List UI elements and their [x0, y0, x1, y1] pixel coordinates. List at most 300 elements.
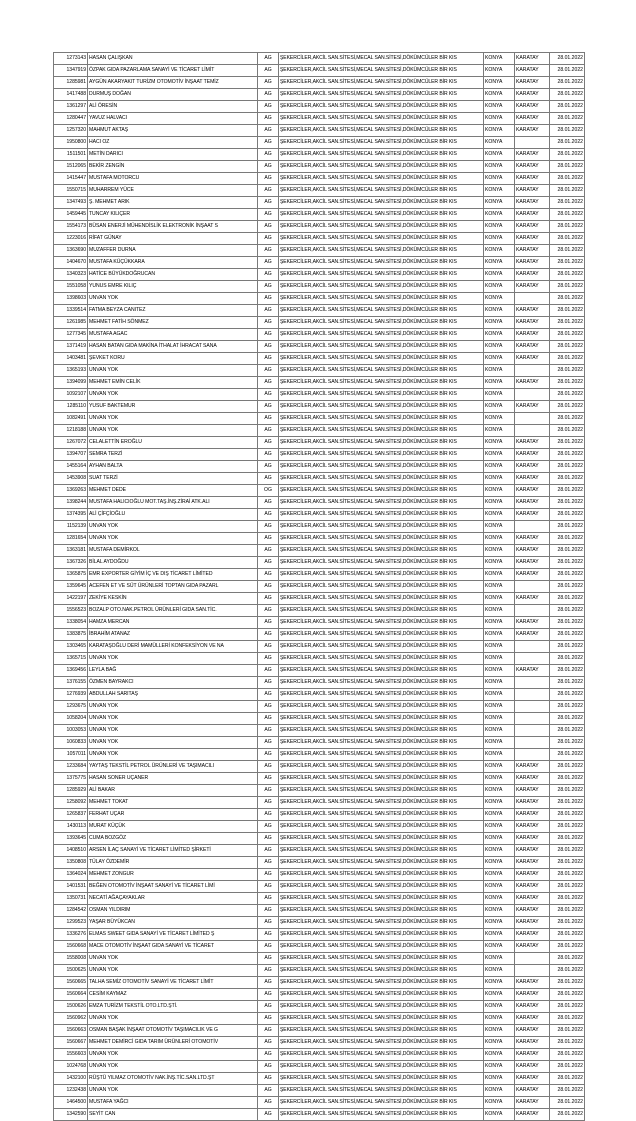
cell-id[interactable]: 1558008: [54, 953, 88, 965]
table-row[interactable]: [54, 149, 585, 161]
cell-date[interactable]: 28.01.2022: [550, 905, 585, 917]
cell-district[interactable]: KARATAY: [515, 317, 550, 329]
cell-type[interactable]: AG: [258, 77, 279, 89]
cell-type[interactable]: AG: [258, 605, 279, 617]
cell-id[interactable]: 1218188: [54, 425, 88, 437]
cell-district[interactable]: KARATAY: [515, 1073, 550, 1085]
cell-id[interactable]: 1277345: [54, 329, 88, 341]
table-row[interactable]: [54, 605, 585, 617]
cell-city[interactable]: KONYA: [484, 245, 515, 257]
table-row[interactable]: [54, 965, 585, 977]
cell-date[interactable]: 28.01.2022: [550, 473, 585, 485]
cell-city[interactable]: KONYA: [484, 425, 515, 437]
cell-address[interactable]: ŞEKERCİLER,AKCİL SAN.SİTESİ,MECAL SAN.SİTESİ,DÖKÜMCÜLER BİR KIS: [279, 605, 484, 617]
cell-name[interactable]: CUMA BOZGÖZ: [88, 833, 258, 845]
cell-name[interactable]: YAVUZ HALVACI: [88, 113, 258, 125]
cell-id[interactable]: 1273143: [54, 53, 88, 65]
cell-district[interactable]: KARATAY: [515, 857, 550, 869]
table-row[interactable]: [54, 1109, 585, 1121]
cell-address[interactable]: ŞEKERCİLER,AKCİL SAN.SİTESİ,MECAL SAN.SİTESİ,DÖKÜMCÜLER BİR KIS: [279, 941, 484, 953]
cell-type[interactable]: AG: [258, 689, 279, 701]
cell-district[interactable]: KARATAY: [515, 785, 550, 797]
cell-date[interactable]: 28.01.2022: [550, 929, 585, 941]
cell-id[interactable]: 1340323: [54, 269, 88, 281]
cell-name[interactable]: HATİCE BÜYÜKDOĞRUCAN: [88, 269, 258, 281]
cell-name[interactable]: UNVAN YOK: [88, 533, 258, 545]
cell-type[interactable]: AG: [258, 1049, 279, 1061]
cell-district[interactable]: KARATAY: [515, 1097, 550, 1109]
cell-type[interactable]: AG: [258, 977, 279, 989]
cell-district[interactable]: KARATAY: [515, 905, 550, 917]
cell-id[interactable]: 1232438: [54, 1085, 88, 1097]
cell-type[interactable]: AG: [258, 161, 279, 173]
cell-type[interactable]: AG: [258, 65, 279, 77]
cell-name[interactable]: AYGÜN AKARYAKIT TURİZM OTOMOTİV İNŞAAT TEMİZ: [88, 77, 258, 89]
cell-city[interactable]: KONYA: [484, 209, 515, 221]
cell-address[interactable]: ŞEKERCİLER,AKCİL SAN.SİTESİ,MECAL SAN.SİTESİ,DÖKÜMCÜLER BİR KIS: [279, 569, 484, 581]
cell-address[interactable]: ŞEKERCİLER,AKCİL SAN.SİTESİ,MECAL SAN.SİTESİ,DÖKÜMCÜLER BİR KIS: [279, 677, 484, 689]
cell-id[interactable]: 1393645: [54, 833, 88, 845]
cell-district[interactable]: KARATAY: [515, 797, 550, 809]
table-row[interactable]: [54, 329, 585, 341]
cell-date[interactable]: 28.01.2022: [550, 785, 585, 797]
cell-address[interactable]: ŞEKERCİLER,AKCİL SAN.SİTESİ,MECAL SAN.SİTESİ,DÖKÜMCÜLER BİR KIS: [279, 713, 484, 725]
cell-district[interactable]: KARATAY: [515, 89, 550, 101]
cell-city[interactable]: KONYA: [484, 437, 515, 449]
cell-district[interactable]: KARATAY: [515, 773, 550, 785]
table-row[interactable]: [54, 857, 585, 869]
cell-type[interactable]: AG: [258, 617, 279, 629]
cell-id[interactable]: 1339514: [54, 305, 88, 317]
cell-type[interactable]: AG: [258, 341, 279, 353]
cell-city[interactable]: KONYA: [484, 401, 515, 413]
cell-city[interactable]: KONYA: [484, 869, 515, 881]
cell-date[interactable]: 28.01.2022: [550, 1001, 585, 1013]
cell-id[interactable]: 1024768: [54, 1061, 88, 1073]
cell-type[interactable]: AG: [258, 245, 279, 257]
cell-date[interactable]: 28.01.2022: [550, 725, 585, 737]
table-row[interactable]: [54, 257, 585, 269]
cell-district[interactable]: KARATAY: [515, 917, 550, 929]
cell-id[interactable]: 1284542: [54, 905, 88, 917]
cell-type[interactable]: AG: [258, 209, 279, 221]
cell-district[interactable]: KARATAY: [515, 881, 550, 893]
cell-type[interactable]: AG: [258, 1085, 279, 1097]
cell-type[interactable]: AG: [258, 1025, 279, 1037]
cell-type[interactable]: AG: [258, 461, 279, 473]
cell-city[interactable]: KONYA: [484, 845, 515, 857]
cell-city[interactable]: KONYA: [484, 797, 515, 809]
table-row[interactable]: [54, 785, 585, 797]
cell-type[interactable]: AG: [258, 1001, 279, 1013]
cell-address[interactable]: ŞEKERCİLER,AKCİL SAN.SİTESİ,MECAL SAN.SİTESİ,DÖKÜMCÜLER BİR KIS: [279, 893, 484, 905]
table-row[interactable]: [54, 821, 585, 833]
table-row[interactable]: [54, 461, 585, 473]
table-row[interactable]: [54, 905, 585, 917]
cell-district[interactable]: KARATAY: [515, 1085, 550, 1097]
cell-city[interactable]: KONYA: [484, 137, 515, 149]
cell-name[interactable]: ARSEN İLAÇ SANAYİ VE TİCARET LİMİTED ŞİRKETİ: [88, 845, 258, 857]
cell-district[interactable]: KARATAY: [515, 53, 550, 65]
cell-name[interactable]: YUNUS EMRE KILIÇ: [88, 281, 258, 293]
cell-date[interactable]: 28.01.2022: [550, 365, 585, 377]
cell-district[interactable]: KARATAY: [515, 161, 550, 173]
cell-date[interactable]: 28.01.2022: [550, 653, 585, 665]
table-row[interactable]: [54, 221, 585, 233]
cell-date[interactable]: 28.01.2022: [550, 989, 585, 1001]
cell-name[interactable]: SUAT TERZİ: [88, 473, 258, 485]
cell-district[interactable]: KARATAY: [515, 1001, 550, 1013]
cell-name[interactable]: UNVAN YOK: [88, 1049, 258, 1061]
cell-city[interactable]: KONYA: [484, 893, 515, 905]
cell-type[interactable]: AG: [258, 593, 279, 605]
table-row[interactable]: [54, 845, 585, 857]
cell-date[interactable]: 28.01.2022: [550, 1037, 585, 1049]
table-row[interactable]: [54, 1061, 585, 1073]
cell-name[interactable]: HASAN BATAN GIDA MAKİNA İTHALAT İHRACAT SANA: [88, 341, 258, 353]
cell-city[interactable]: KONYA: [484, 629, 515, 641]
cell-date[interactable]: 28.01.2022: [550, 77, 585, 89]
cell-id[interactable]: 1365875: [54, 569, 88, 581]
cell-city[interactable]: KONYA: [484, 53, 515, 65]
cell-address[interactable]: ŞEKERCİLER,AKCİL SAN.SİTESİ,MECAL SAN.SİTESİ,DÖKÜMCÜLER BİR KIS: [279, 845, 484, 857]
cell-address[interactable]: ŞEKERCİLER,AKCİL SAN.SİTESİ,MECAL SAN.SİTESİ,DÖKÜMCÜLER BİR KIS: [279, 461, 484, 473]
cell-city[interactable]: KONYA: [484, 293, 515, 305]
cell-address[interactable]: ŞEKERCİLER,AKCİL SAN.SİTESİ,MECAL SAN.SİTESİ,DÖKÜMCÜLER BİR KIS: [279, 1109, 484, 1121]
cell-name[interactable]: TALHA SEMİZ OTOMOTİV SANAYİ VE TİCARET LİMİT: [88, 977, 258, 989]
cell-type[interactable]: AG: [258, 185, 279, 197]
table-row[interactable]: [54, 473, 585, 485]
cell-district[interactable]: KARATAY: [515, 869, 550, 881]
cell-type[interactable]: AG: [258, 629, 279, 641]
cell-type[interactable]: AG: [258, 749, 279, 761]
cell-address[interactable]: ŞEKERCİLER,AKCİL SAN.SİTESİ,MECAL SAN.SİTESİ,DÖKÜMCÜLER BİR KIS: [279, 401, 484, 413]
cell-date[interactable]: 28.01.2022: [550, 149, 585, 161]
cell-address[interactable]: ŞEKERCİLER,AKCİL SAN.SİTESİ,MECAL SAN.SİTESİ,DÖKÜMCÜLER BİR KIS: [279, 305, 484, 317]
cell-district[interactable]: KARATAY: [515, 353, 550, 365]
cell-date[interactable]: 28.01.2022: [550, 809, 585, 821]
cell-address[interactable]: ŞEKERCİLER,AKCİL SAN.SİTESİ,MECAL SAN.SİTESİ,DÖKÜMCÜLER BİR KIS: [279, 1001, 484, 1013]
cell-name[interactable]: MEHMET DEDE: [88, 485, 258, 497]
cell-city[interactable]: KONYA: [484, 1073, 515, 1085]
cell-id[interactable]: 1082491: [54, 413, 88, 425]
cell-city[interactable]: KONYA: [484, 377, 515, 389]
cell-address[interactable]: ŞEKERCİLER,AKCİL SAN.SİTESİ,MECAL SAN.SİTESİ,DÖKÜMCÜLER BİR KIS: [279, 317, 484, 329]
cell-district[interactable]: [515, 413, 550, 425]
cell-type[interactable]: AG: [258, 101, 279, 113]
table-row[interactable]: [54, 773, 585, 785]
cell-address[interactable]: ŞEKERCİLER,AKCİL SAN.SİTESİ,MECAL SAN.SİTESİ,DÖKÜMCÜLER BİR KIS: [279, 437, 484, 449]
cell-name[interactable]: OSMAN YILDIRIM: [88, 905, 258, 917]
cell-date[interactable]: 28.01.2022: [550, 197, 585, 209]
cell-address[interactable]: ŞEKERCİLER,AKCİL SAN.SİTESİ,MECAL SAN.SİTESİ,DÖKÜMCÜLER BİR KIS: [279, 977, 484, 989]
cell-city[interactable]: KONYA: [484, 557, 515, 569]
cell-name[interactable]: YUSUF BAKTEMUR: [88, 401, 258, 413]
cell-address[interactable]: ŞEKERCİLER,AKCİL SAN.SİTESİ,MECAL SAN.SİTESİ,DÖKÜMCÜLER BİR KIS: [279, 221, 484, 233]
cell-type[interactable]: AG: [258, 821, 279, 833]
cell-city[interactable]: KONYA: [484, 89, 515, 101]
cell-date[interactable]: 28.01.2022: [550, 329, 585, 341]
cell-id[interactable]: 1376155: [54, 677, 88, 689]
cell-city[interactable]: KONYA: [484, 1037, 515, 1049]
cell-date[interactable]: 28.01.2022: [550, 317, 585, 329]
cell-date[interactable]: 28.01.2022: [550, 185, 585, 197]
table-row[interactable]: [54, 497, 585, 509]
cell-district[interactable]: KARATAY: [515, 809, 550, 821]
cell-name[interactable]: METİN DARICI: [88, 149, 258, 161]
cell-district[interactable]: KARATAY: [515, 377, 550, 389]
cell-name[interactable]: UNVAN YOK: [88, 1061, 258, 1073]
cell-date[interactable]: 28.01.2022: [550, 761, 585, 773]
cell-type[interactable]: AG: [258, 233, 279, 245]
cell-id[interactable]: 1361297: [54, 101, 88, 113]
cell-id[interactable]: 1350731: [54, 893, 88, 905]
cell-date[interactable]: 28.01.2022: [550, 257, 585, 269]
cell-type[interactable]: AG: [258, 413, 279, 425]
cell-address[interactable]: ŞEKERCİLER,AKCİL SAN.SİTESİ,MECAL SAN.SİTESİ,DÖKÜMCÜLER BİR KIS: [279, 497, 484, 509]
cell-type[interactable]: AG: [258, 221, 279, 233]
cell-name[interactable]: UNVAN YOK: [88, 365, 258, 377]
cell-id[interactable]: 1342590: [54, 1109, 88, 1121]
cell-id[interactable]: 1261985: [54, 317, 88, 329]
cell-name[interactable]: SEYİT CAN: [88, 1109, 258, 1121]
cell-type[interactable]: AG: [258, 917, 279, 929]
table-row[interactable]: [54, 749, 585, 761]
cell-name[interactable]: YAYTAŞ TEKSTİL PETROL ÜRÜNLERİ VE TAŞIMACILI: [88, 761, 258, 773]
cell-district[interactable]: KARATAY: [515, 1109, 550, 1121]
cell-district[interactable]: KARATAY: [515, 101, 550, 113]
cell-id[interactable]: 1003053: [54, 725, 88, 737]
cell-address[interactable]: ŞEKERCİLER,AKCİL SAN.SİTESİ,MECAL SAN.SİTESİ,DÖKÜMCÜLER BİR KIS: [279, 233, 484, 245]
table-row[interactable]: [54, 425, 585, 437]
cell-city[interactable]: KONYA: [484, 833, 515, 845]
cell-id[interactable]: 1403481: [54, 353, 88, 365]
cell-date[interactable]: 28.01.2022: [550, 89, 585, 101]
cell-city[interactable]: KONYA: [484, 809, 515, 821]
table-row[interactable]: [54, 125, 585, 137]
cell-type[interactable]: AG: [258, 785, 279, 797]
cell-id[interactable]: 1560664: [54, 989, 88, 1001]
cell-date[interactable]: 28.01.2022: [550, 713, 585, 725]
cell-address[interactable]: ŞEKERCİLER,AKCİL SAN.SİTESİ,MECAL SAN.SİTESİ,DÖKÜMCÜLER BİR KIS: [279, 1085, 484, 1097]
cell-id[interactable]: 1152139: [54, 521, 88, 533]
cell-city[interactable]: KONYA: [484, 269, 515, 281]
cell-city[interactable]: KONYA: [484, 461, 515, 473]
cell-id[interactable]: 1398244: [54, 497, 88, 509]
cell-city[interactable]: KONYA: [484, 329, 515, 341]
cell-id[interactable]: 1281654: [54, 533, 88, 545]
cell-address[interactable]: ŞEKERCİLER,AKCİL SAN.SİTESİ,MECAL SAN.SİTESİ,DÖKÜMCÜLER BİR KIS: [279, 929, 484, 941]
cell-type[interactable]: AG: [258, 953, 279, 965]
cell-district[interactable]: KARATAY: [515, 437, 550, 449]
table-row[interactable]: [54, 113, 585, 125]
table-row[interactable]: [54, 869, 585, 881]
cell-name[interactable]: ZEKİYE KESKİN: [88, 593, 258, 605]
cell-type[interactable]: AG: [258, 305, 279, 317]
cell-name[interactable]: ALİ ÇİFÇİOĞLU: [88, 509, 258, 521]
cell-city[interactable]: KONYA: [484, 197, 515, 209]
cell-id[interactable]: 1359645: [54, 581, 88, 593]
table-row[interactable]: [54, 197, 585, 209]
cell-address[interactable]: ŞEKERCİLER,AKCİL SAN.SİTESİ,MECAL SAN.SİTESİ,DÖKÜMCÜLER BİR KIS: [279, 953, 484, 965]
cell-name[interactable]: MUSTAFA HALICIOĞLU MOT.TAŞ.İNŞ.ZİRAİ ATK.ALI: [88, 497, 258, 509]
table-row[interactable]: [54, 269, 585, 281]
table-row[interactable]: [54, 317, 585, 329]
cell-type[interactable]: AG: [258, 737, 279, 749]
cell-name[interactable]: MUHARREM YÜCE: [88, 185, 258, 197]
cell-type[interactable]: AG: [258, 653, 279, 665]
cell-type[interactable]: AG: [258, 857, 279, 869]
cell-district[interactable]: [515, 737, 550, 749]
cell-city[interactable]: KONYA: [484, 365, 515, 377]
table-row[interactable]: [54, 1073, 585, 1085]
cell-name[interactable]: MUSTAFA AGAC: [88, 329, 258, 341]
cell-date[interactable]: 28.01.2022: [550, 581, 585, 593]
cell-id[interactable]: 1058204: [54, 713, 88, 725]
cell-address[interactable]: ŞEKERCİLER,AKCİL SAN.SİTESİ,MECAL SAN.SİTESİ,DÖKÜMCÜLER BİR KIS: [279, 869, 484, 881]
cell-city[interactable]: KONYA: [484, 497, 515, 509]
cell-address[interactable]: ŞEKERCİLER,AKCİL SAN.SİTESİ,MECAL SAN.SİTESİ,DÖKÜMCÜLER BİR KIS: [279, 797, 484, 809]
cell-address[interactable]: ŞEKERCİLER,AKCİL SAN.SİTESİ,MECAL SAN.SİTESİ,DÖKÜMCÜLER BİR KIS: [279, 521, 484, 533]
cell-name[interactable]: UNVAN YOK: [88, 737, 258, 749]
table-row[interactable]: [54, 401, 585, 413]
table-row[interactable]: [54, 521, 585, 533]
cell-date[interactable]: 28.01.2022: [550, 233, 585, 245]
cell-address[interactable]: ŞEKERCİLER,AKCİL SAN.SİTESİ,MECAL SAN.SİTESİ,DÖKÜMCÜLER BİR KIS: [279, 257, 484, 269]
cell-city[interactable]: KONYA: [484, 125, 515, 137]
cell-id[interactable]: 1367326: [54, 557, 88, 569]
cell-city[interactable]: KONYA: [484, 941, 515, 953]
cell-type[interactable]: AG: [258, 833, 279, 845]
cell-date[interactable]: 28.01.2022: [550, 1025, 585, 1037]
cell-date[interactable]: 28.01.2022: [550, 1073, 585, 1085]
cell-address[interactable]: ŞEKERCİLER,AKCİL SAN.SİTESİ,MECAL SAN.SİTESİ,DÖKÜMCÜLER BİR KIS: [279, 413, 484, 425]
cell-name[interactable]: EMZA TURİZM TEKSTİL OTO.LTD.ŞTİ.: [88, 1001, 258, 1013]
cell-id[interactable]: 1560962: [54, 1013, 88, 1025]
cell-type[interactable]: AG: [258, 1013, 279, 1025]
cell-address[interactable]: ŞEKERCİLER,AKCİL SAN.SİTESİ,MECAL SAN.SİTESİ,DÖKÜMCÜLER BİR KIS: [279, 641, 484, 653]
cell-city[interactable]: KONYA: [484, 161, 515, 173]
table-row[interactable]: [54, 233, 585, 245]
cell-district[interactable]: KARATAY: [515, 989, 550, 1001]
cell-name[interactable]: RİFAT GÜNAY: [88, 233, 258, 245]
cell-date[interactable]: 28.01.2022: [550, 977, 585, 989]
cell-type[interactable]: AG: [258, 437, 279, 449]
cell-district[interactable]: KARATAY: [515, 977, 550, 989]
cell-id[interactable]: 1408510: [54, 845, 88, 857]
cell-city[interactable]: KONYA: [484, 1001, 515, 1013]
cell-address[interactable]: ŞEKERCİLER,AKCİL SAN.SİTESİ,MECAL SAN.SİTESİ,DÖKÜMCÜLER BİR KIS: [279, 53, 484, 65]
cell-date[interactable]: 28.01.2022: [550, 665, 585, 677]
cell-city[interactable]: KONYA: [484, 569, 515, 581]
cell-name[interactable]: BİLAL AYDOĞDU: [88, 557, 258, 569]
cell-date[interactable]: 28.01.2022: [550, 773, 585, 785]
cell-date[interactable]: 28.01.2022: [550, 269, 585, 281]
cell-date[interactable]: 28.01.2022: [550, 161, 585, 173]
cell-address[interactable]: ŞEKERCİLER,AKCİL SAN.SİTESİ,MECAL SAN.SİTESİ,DÖKÜMCÜLER BİR KIS: [279, 389, 484, 401]
cell-city[interactable]: KONYA: [484, 449, 515, 461]
table-row[interactable]: [54, 593, 585, 605]
cell-type[interactable]: AG: [258, 797, 279, 809]
cell-address[interactable]: ŞEKERCİLER,AKCİL SAN.SİTESİ,MECAL SAN.SİTESİ,DÖKÜMCÜLER BİR KIS: [279, 485, 484, 497]
cell-address[interactable]: ŞEKERCİLER,AKCİL SAN.SİTESİ,MECAL SAN.SİTESİ,DÖKÜMCÜLER BİR KIS: [279, 341, 484, 353]
cell-date[interactable]: 28.01.2022: [550, 1097, 585, 1109]
cell-date[interactable]: 28.01.2022: [550, 557, 585, 569]
cell-type[interactable]: AG: [258, 401, 279, 413]
cell-date[interactable]: 28.01.2022: [550, 53, 585, 65]
cell-district[interactable]: KARATAY: [515, 1061, 550, 1073]
cell-type[interactable]: AG: [258, 509, 279, 521]
cell-id[interactable]: 1285929: [54, 785, 88, 797]
table-row[interactable]: [54, 929, 585, 941]
cell-city[interactable]: KONYA: [484, 545, 515, 557]
cell-date[interactable]: 28.01.2022: [550, 1085, 585, 1097]
table-row[interactable]: [54, 89, 585, 101]
cell-date[interactable]: 28.01.2022: [550, 113, 585, 125]
table-row[interactable]: [54, 989, 585, 1001]
cell-name[interactable]: MEHMET FATİH SÖNMEZ: [88, 317, 258, 329]
table-row[interactable]: [54, 941, 585, 953]
cell-city[interactable]: KONYA: [484, 953, 515, 965]
cell-district[interactable]: [515, 137, 550, 149]
cell-district[interactable]: [515, 365, 550, 377]
cell-date[interactable]: 28.01.2022: [550, 65, 585, 77]
cell-id[interactable]: 1257320: [54, 125, 88, 137]
cell-address[interactable]: ŞEKERCİLER,AKCİL SAN.SİTESİ,MECAL SAN.SİTESİ,DÖKÜMCÜLER BİR KIS: [279, 185, 484, 197]
cell-date[interactable]: 28.01.2022: [550, 509, 585, 521]
cell-id[interactable]: 1398603: [54, 293, 88, 305]
cell-type[interactable]: AG: [258, 149, 279, 161]
cell-address[interactable]: ŞEKERCİLER,AKCİL SAN.SİTESİ,MECAL SAN.SİTESİ,DÖKÜMCÜLER BİR KIS: [279, 665, 484, 677]
cell-date[interactable]: 28.01.2022: [550, 425, 585, 437]
cell-date[interactable]: 28.01.2022: [550, 893, 585, 905]
cell-id[interactable]: 1280447: [54, 113, 88, 125]
cell-city[interactable]: KONYA: [484, 185, 515, 197]
cell-district[interactable]: KARATAY: [515, 149, 550, 161]
table-row[interactable]: [54, 1097, 585, 1109]
cell-district[interactable]: [515, 953, 550, 965]
cell-district[interactable]: KARATAY: [515, 545, 550, 557]
cell-address[interactable]: ŞEKERCİLER,AKCİL SAN.SİTESİ,MECAL SAN.SİTESİ,DÖKÜMCÜLER BİR KIS: [279, 377, 484, 389]
cell-id[interactable]: 1556523: [54, 605, 88, 617]
cell-address[interactable]: ŞEKERCİLER,AKCİL SAN.SİTESİ,MECAL SAN.SİTESİ,DÖKÜMCÜLER BİR KIS: [279, 809, 484, 821]
cell-id[interactable]: 1057011: [54, 749, 88, 761]
table-row[interactable]: [54, 101, 585, 113]
cell-name[interactable]: UNVAN YOK: [88, 1085, 258, 1097]
cell-id[interactable]: 1560663: [54, 1025, 88, 1037]
table-row[interactable]: [54, 677, 585, 689]
cell-id[interactable]: 1453908: [54, 473, 88, 485]
cell-district[interactable]: [515, 689, 550, 701]
cell-date[interactable]: 28.01.2022: [550, 881, 585, 893]
cell-name[interactable]: MUSTAFA YAĞCI: [88, 1097, 258, 1109]
table-row[interactable]: [54, 617, 585, 629]
cell-date[interactable]: 28.01.2022: [550, 293, 585, 305]
cell-district[interactable]: KARATAY: [515, 569, 550, 581]
table-row[interactable]: [54, 245, 585, 257]
cell-name[interactable]: HASAN ÇALIŞKAN: [88, 53, 258, 65]
cell-address[interactable]: ŞEKERCİLER,AKCİL SAN.SİTESİ,MECAL SAN.SİTESİ,DÖKÜMCÜLER BİR KIS: [279, 365, 484, 377]
cell-address[interactable]: ŞEKERCİLER,AKCİL SAN.SİTESİ,MECAL SAN.SİTESİ,DÖKÜMCÜLER BİR KIS: [279, 917, 484, 929]
table-row[interactable]: [54, 1049, 585, 1061]
cell-id[interactable]: 1365193: [54, 365, 88, 377]
cell-district[interactable]: [515, 701, 550, 713]
cell-date[interactable]: 28.01.2022: [550, 569, 585, 581]
cell-type[interactable]: AG: [258, 869, 279, 881]
cell-id[interactable]: 1365715: [54, 653, 88, 665]
cell-date[interactable]: 28.01.2022: [550, 137, 585, 149]
table-row[interactable]: [54, 161, 585, 173]
